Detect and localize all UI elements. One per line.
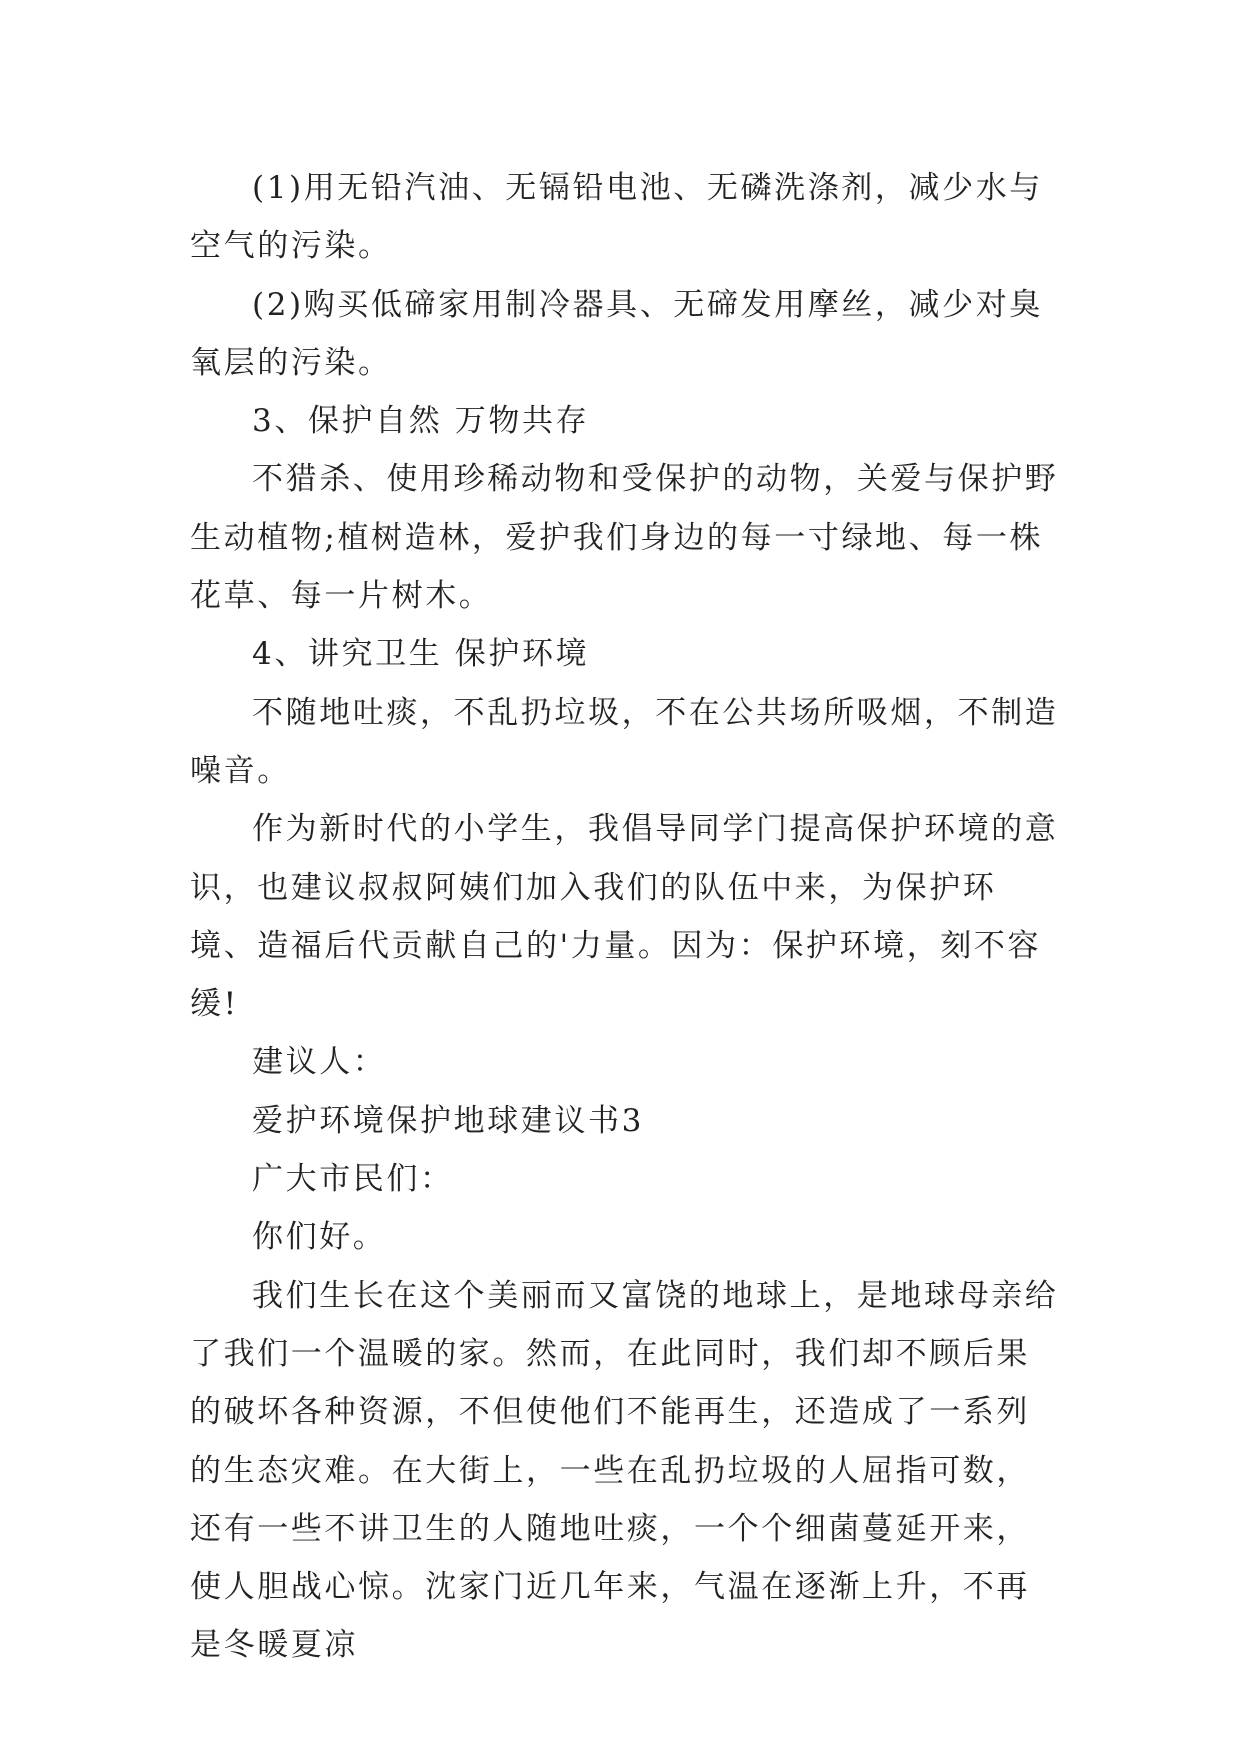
section-heading-4: 4、讲究卫生 保护环境: [252, 636, 590, 673]
document-body: [190, 159, 1060, 1675]
document-title-3: 爱护环境保护地球建议书3: [252, 1102, 644, 1139]
greeting: 你们好。: [252, 1219, 387, 1256]
paragraph-measure-2: (2)购买低碲家用制冷器具、无碲发用摩丝，减少对臭氧层的污染。: [190, 286, 1043, 381]
paragraph-nature: 不猎杀、使用珍稀动物和受保护的动物，关爱与保护野生动植物;植树造林，爱护我们身边的每一寸绿地、每一株花草、每一片树木。: [190, 461, 1059, 615]
paragraph-intro: 我们生长在这个美丽而又富饶的地球上，是地球母亲给了我们一个温暖的家。然而，在此同时，我们却不顾后果的破坏各种资源，不但使他们不能再生，还造成了一系列的生态灾难。在大街上，一些在乱扔垃圾的人屈指可数，还有一些不讲卫生的人随地吐痰，一个个细菌蔓延开来，使人胆战心惊。沈家门近几年来，气温在逐渐上升，不再是冬暖夏凉: [190, 1277, 1059, 1664]
section-heading-3: 3、保护自然 万物共存: [252, 403, 590, 440]
paragraph-hygiene: 不随地吐痰，不乱扔垃圾，不在公共场所吸烟，不制造噪音。: [190, 694, 1059, 789]
salutation: 广大市民们：: [252, 1161, 454, 1198]
paragraph-appeal: 作为新时代的小学生，我倡导同学门提高保护环境的意识，也建议叔叔阿姨们加入我们的队伍中来，为保护环境、造福后代贡献自己的'力量。因为：保护环境，刻不容缓!: [190, 811, 1059, 1023]
paragraph-measure-1: (1)用无铅汽油、无镉铅电池、无磷洗涤剂，减少水与空气的污染。: [190, 170, 1043, 265]
signature-label: 建议人：: [252, 1044, 387, 1081]
